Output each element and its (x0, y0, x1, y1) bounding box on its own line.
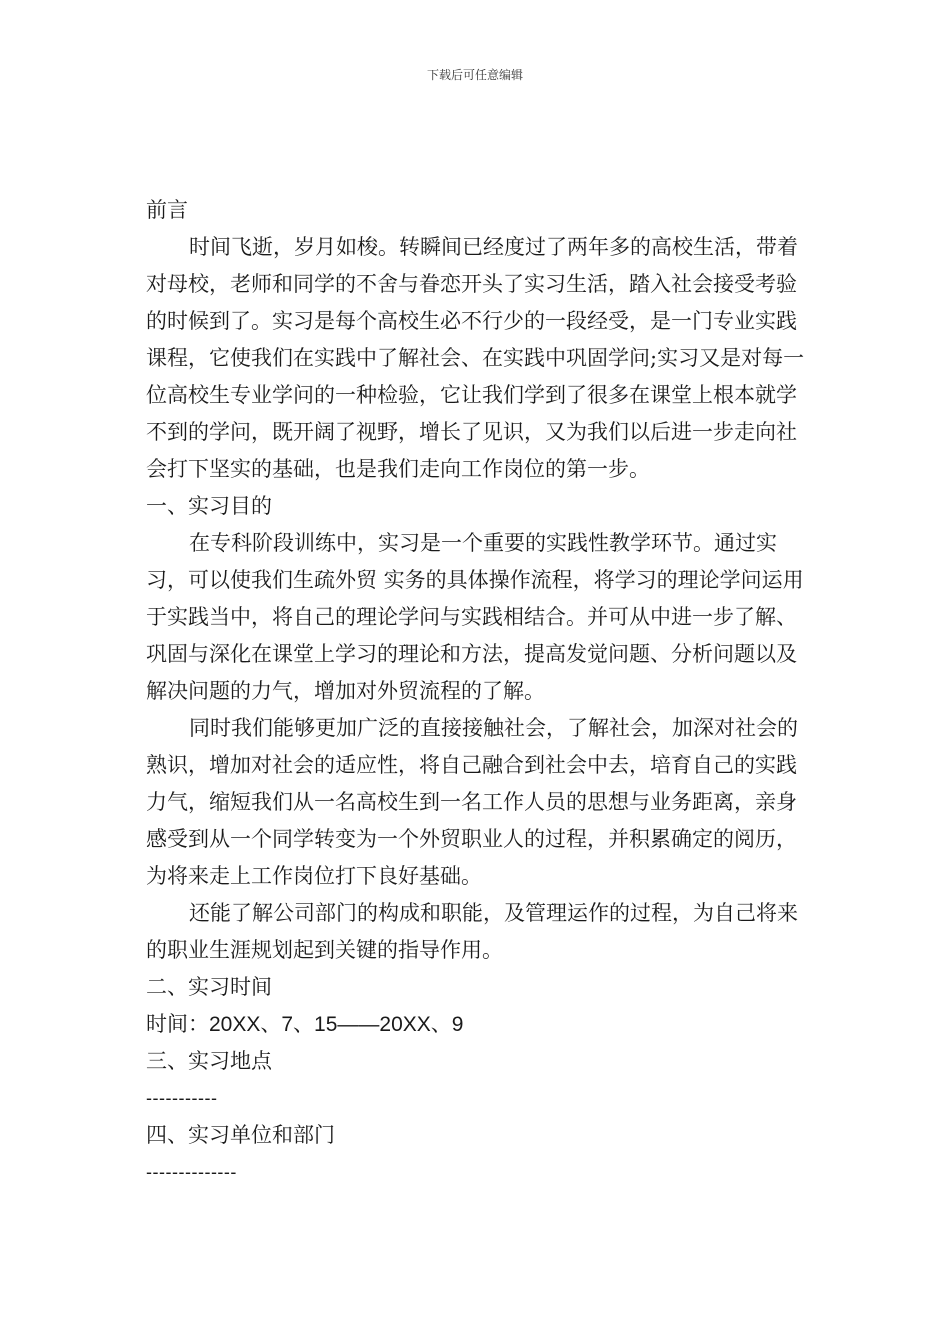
section-purpose-paragraph-3: 还能了解公司部门的构成和职能，及管理运作的过程，为自己将来的职业生涯规划起到关键的指导作用。 (146, 901, 798, 962)
preface-title: 前言 (146, 198, 188, 222)
section-unit-title: 四、实习单位和部门 (146, 1123, 335, 1147)
section-location-placeholder: ----------- (146, 1088, 218, 1108)
section-location-title: 三、实习地点 (146, 1049, 272, 1073)
section-time-title: 二、实习时间 (146, 975, 272, 999)
section-purpose-title: 一、实习目的 (146, 494, 272, 518)
document-body (146, 192, 808, 1191)
section-purpose-paragraph-1: 在专科阶段训练中，实习是一个重要的实践性教学环节。通过实习，可以使我们生疏外贸 实务的具体操作流程，将学习的理论学问运用于实践当中，将自己的理论学问与实践相结合。并可从中进一步了解、巩固与深化在课堂上学习的理论和方法，提高发觉问题、分析问题以及解决问题的力气，增加对外贸流程的了解。 (146, 531, 804, 703)
page-header: 下载后可任意编辑 (426, 68, 523, 82)
preface-paragraph: 时间飞逝，岁月如梭。转瞬间已经度过了两年多的高校生活，带着对母校，老师和同学的不舍与眷恋开头了实习生活，踏入社会接受考验的时候到了。实习是每个高校生必不行少的一段经受，是一门专业实践课程，它使我们在实践中了解社会、在实践中巩固学问;实习又是对每一位高校生专业学问的一种检验，它让我们学到了很多在课堂上根本就学不到的学问，既开阔了视野，增长了见识，又为我们以后进一步走向社会打下坚实的基础，也是我们走向工作岗位的第一步。 (146, 235, 805, 481)
section-time-value: 时间：20XX、7、15——20XX、9 (146, 1013, 464, 1036)
section-unit-placeholder: -------------- (146, 1162, 237, 1182)
section-purpose-paragraph-2: 同时我们能够更加广泛的直接接触社会，了解社会，加深对社会的熟识，增加对社会的适应性，将自己融合到社会中去，培育自己的实践力气，缩短我们从一名高校生到一名工作人员的思想与业务距离，亲身感受到从一个同学转变为一个外贸职业人的过程，并积累确定的阅历，为将来走上工作岗位打下良好基础。 (146, 716, 798, 888)
